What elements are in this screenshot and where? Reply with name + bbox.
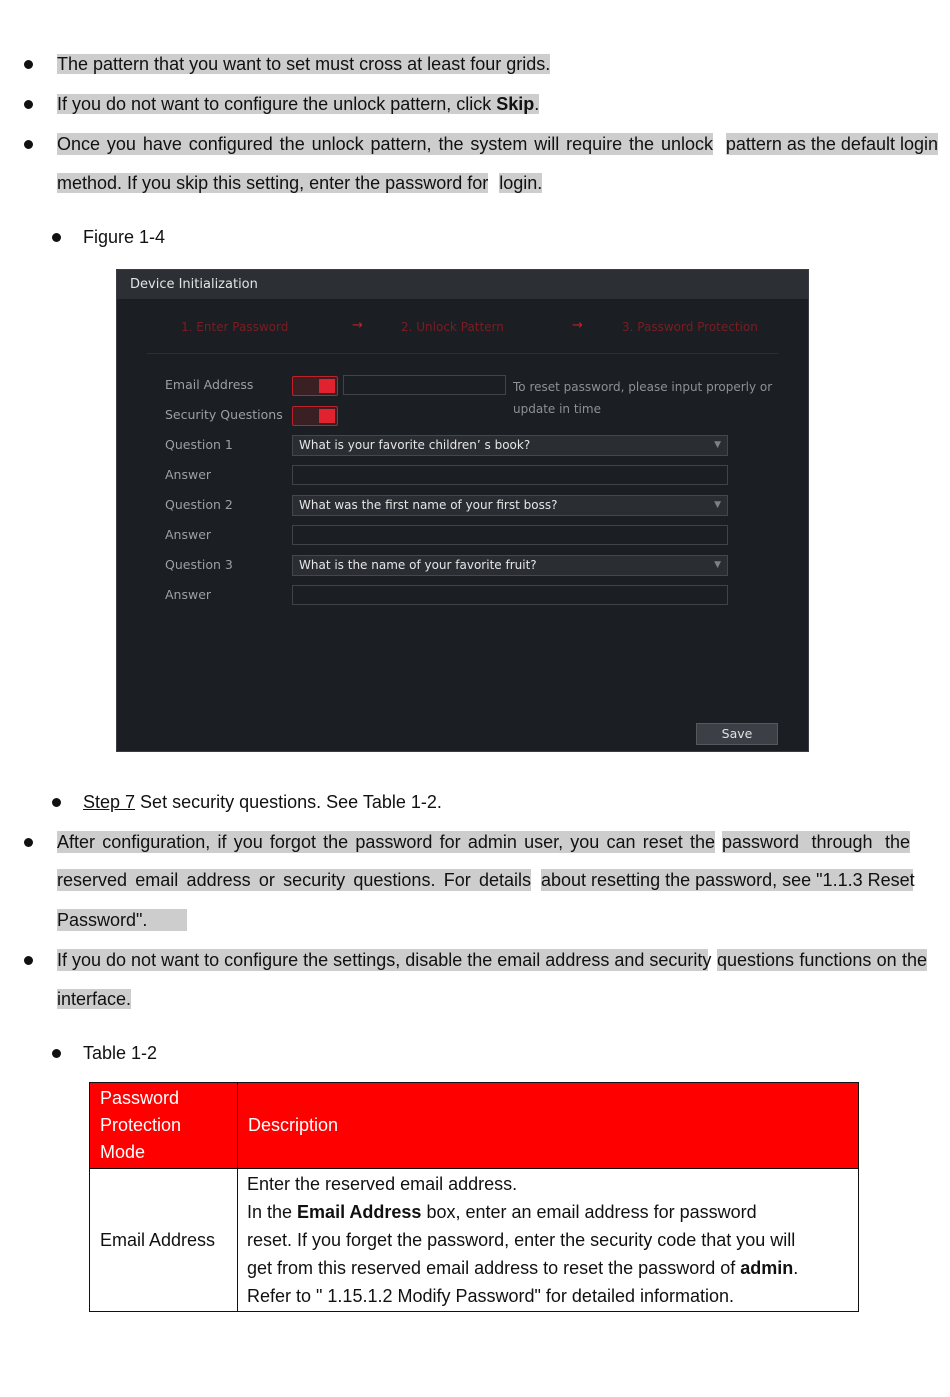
note-unlock-pattern-line1: Once you have configured the unlock pattern, the system will require the unlock pattern as the default login: [57, 134, 938, 154]
toggle-knob: [319, 379, 335, 393]
arrow-icon: →: [352, 318, 363, 333]
answer-3-label: Answer: [165, 587, 212, 602]
figure-label: Figure 1-4: [83, 227, 166, 247]
email-address-label: Email Address: [165, 377, 254, 392]
save-button[interactable]: Save: [696, 723, 778, 745]
header-description: Description: [238, 1083, 859, 1169]
note-reset-line3: Password".: [57, 909, 187, 931]
note-pattern-grids: The pattern that you want to set must cross at least four grids.: [57, 54, 551, 74]
security-questions-label: Security Questions: [165, 407, 283, 422]
skip-bold: Skip: [496, 94, 535, 114]
email-address-toggle[interactable]: [292, 376, 338, 396]
answer-2-label: Answer: [165, 527, 212, 542]
note-disable-line1: If you do not want to configure the settings, disable the email address and security questions functions on the: [57, 950, 927, 970]
answer-2-input[interactable]: [292, 525, 728, 545]
step-7-link[interactable]: Step 7: [83, 792, 136, 812]
table-label: Table 1-2: [83, 1043, 158, 1063]
bullet: [52, 1049, 61, 1058]
device-initialization-dialog: [116, 269, 809, 752]
step-unlock-pattern: 2. Unlock Pattern: [401, 320, 504, 334]
note-reset-line2: reserved email address or security questions. For details about resetting the password, see "1.1.3 Reset: [57, 870, 915, 890]
note-reset-line1: After configuration, if you forgot the password for admin user, you can reset the password through the: [57, 832, 910, 852]
answer-1-label: Answer: [165, 467, 212, 482]
step-password-protection: 3. Password Protection: [622, 320, 758, 334]
question-1-label: Question 1: [165, 437, 233, 452]
bullet: [24, 60, 33, 69]
chevron-down-icon: ▼: [714, 560, 721, 570]
chevron-down-icon: ▼: [714, 440, 721, 450]
note-skip: If you do not want to configure the unlock pattern, click Skip.: [57, 94, 540, 114]
cell-mode: Email Address: [90, 1169, 238, 1312]
note-unlock-pattern-line2: method. If you skip this setting, enter the password for login.: [57, 173, 543, 193]
question-2-label: Question 2: [165, 497, 233, 512]
step-enter-password: 1. Enter Password: [181, 320, 289, 334]
answer-1-input[interactable]: [292, 465, 728, 485]
password-protection-table: [89, 1082, 859, 1312]
question-1-select[interactable]: What is your favorite children’ s book? ▼: [292, 435, 728, 456]
reset-hint: To reset password, please input properly or update in time: [513, 380, 773, 416]
answer-3-input[interactable]: [292, 585, 728, 605]
note-disable-line2: interface.: [57, 989, 132, 1009]
bullet: [24, 838, 33, 847]
question-2-select[interactable]: What was the first name of your first boss? ▼: [292, 495, 728, 516]
table-header-row: [90, 1083, 859, 1169]
bullet: [24, 140, 33, 149]
cell-description: Enter the reserved email address. In the Email Address box, enter an email address for password reset. If you forget the password, enter the security code that you will get from this reserved email address to reset the password of admin. Refer to " 1.15.1.2 Modify Password" for detailed information.: [238, 1169, 859, 1312]
arrow-icon: →: [572, 318, 583, 333]
question-3-select[interactable]: What is the name of your favorite fruit? ▼: [292, 555, 728, 576]
bullet: [24, 956, 33, 965]
security-questions-toggle[interactable]: [292, 406, 338, 426]
dialog-title: Device Initialization: [117, 270, 808, 299]
bullet: [52, 798, 61, 807]
toggle-knob: [319, 409, 335, 423]
header-mode: Password Protection Mode: [90, 1083, 238, 1169]
divider: [147, 353, 778, 354]
table-row: [90, 1169, 859, 1312]
question-3-label: Question 3: [165, 557, 233, 572]
bullet: [52, 233, 61, 242]
email-field[interactable]: [343, 375, 506, 395]
step-7-line: Step 7 Set security questions. See Table 1-2.: [83, 792, 442, 812]
bullet: [24, 100, 33, 109]
chevron-down-icon: ▼: [714, 500, 721, 510]
